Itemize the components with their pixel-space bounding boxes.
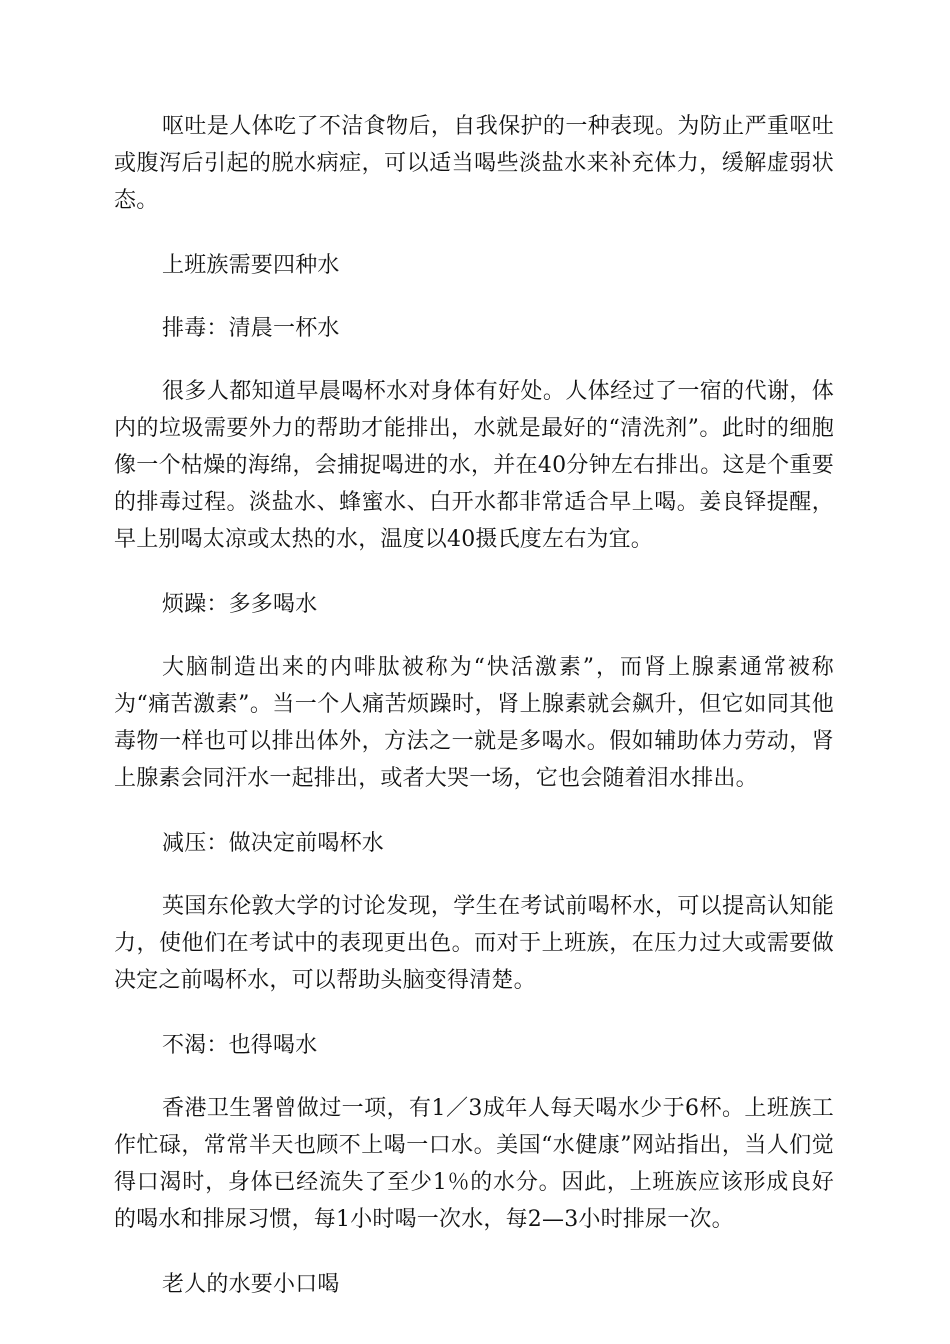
paragraph-not-thirsty: 香港卫生署曾做过一项，有1／3成年人每天喝水少于6杯。上班族工作忙碌，常常半天也顾不上喝一口水。美国“水健康”网站指出，当人们觉得口渴时，身体已经流失了至少1％的水分。因此，上班族应该形成良好的喝水和排尿习惯，每1小时喝一次水，每2—3小时排尿一次。 [114, 1096, 834, 1232]
paragraph-vomiting: 呕吐是人体吃了不洁食物后，自我保护的一种表现。为防止严重呕吐或腹泻后引起的脱水病症，可以适当喝些淡盐水来补充体力，缓解虚弱状态。 [114, 114, 834, 213]
heading-elderly: 老人的水要小口喝 [162, 1272, 340, 1297]
heading-not-thirsty: 不渴：也得喝水 [162, 1033, 318, 1058]
paragraph-decompress: 英国东伦敦大学的讨论发现，学生在考试前喝杯水，可以提高认知能力，使他们在考试中的表现更出色。而对于上班族，在压力过大或需要做决定之前喝杯水，可以帮助头脑变得清楚。 [114, 894, 834, 993]
paragraph-irritable: 大脑制造出来的内啡肽被称为“快活激素”，而肾上腺素通常被称为“痛苦激素”。当一个人痛苦烦躁时，肾上腺素就会飙升，但它如同其他毒物一样也可以排出体外，方法之一就是多喝水。假如辅助体力劳动，肾上腺素会同汗水一起排出，或者大哭一场，它也会随着泪水排出。 [114, 655, 834, 791]
heading-decompress: 减压：做决定前喝杯水 [162, 831, 385, 856]
paragraph-detox: 很多人都知道早晨喝杯水对身体有好处。人体经过了一宿的代谢，体内的垃圾需要外力的帮助才能排出，水就是最好的“清洗剂”。此时的细胞像一个枯燥的海绵，会捕捉喝进的水，并在40分钟左右排出。这是个重要的排毒过程。淡盐水、蜂蜜水、白开水都非常适合早上喝。姜良铎提醒，早上别喝太凉或太热的水，温度以40摄氏度左右为宜。 [114, 379, 834, 552]
heading-detox: 排毒：清晨一杯水 [162, 316, 340, 341]
heading-four-waters: 上班族需要四种水 [162, 253, 340, 278]
heading-irritable: 烦躁：多多喝水 [162, 592, 318, 617]
document-body [114, 108, 834, 1329]
